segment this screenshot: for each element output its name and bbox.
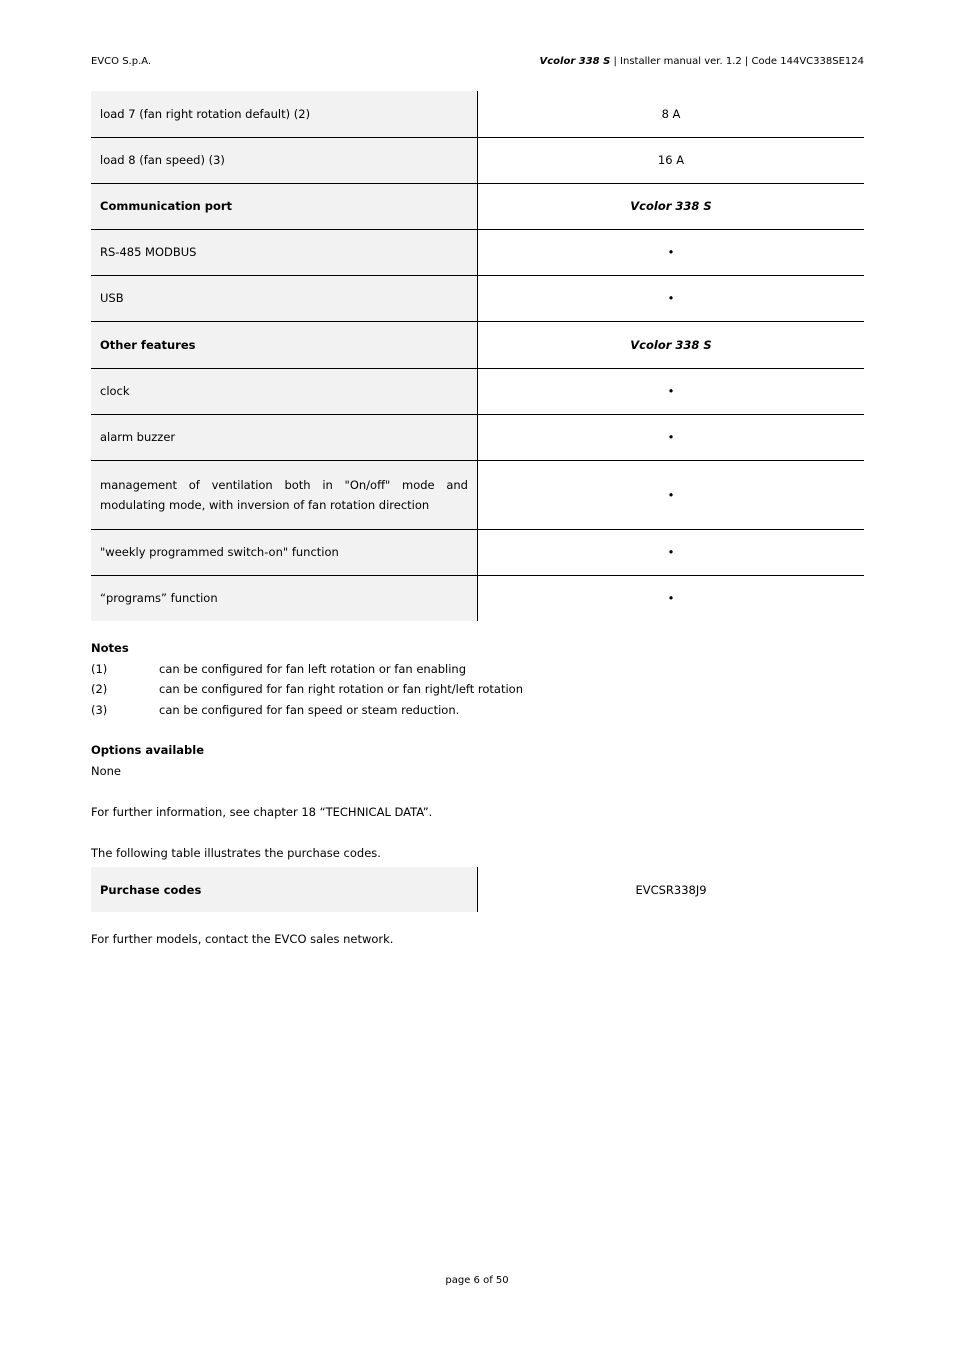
note-text: can be configured for fan left rotation or fan enabling <box>159 661 467 676</box>
further-info-text: For further information, see chapter 18 “TECHNICAL DATA”. <box>91 805 433 820</box>
table-row <box>91 368 864 414</box>
section-product: Vcolor 338 S <box>630 337 712 352</box>
row-value: • <box>667 591 675 606</box>
notes-section <box>91 638 523 720</box>
table-row <box>91 460 864 529</box>
row-label: “programs” function <box>91 575 478 621</box>
section-header-row <box>91 321 864 368</box>
note-number: (3) <box>91 702 108 717</box>
options-section <box>91 740 204 781</box>
row-value: 16 A <box>657 153 685 167</box>
row-value: • <box>667 545 675 559</box>
row-label: clock <box>91 368 478 414</box>
purchase-intro-text: The following table illustrates the purchase codes. <box>91 846 381 861</box>
row-value: • <box>667 487 675 502</box>
options-title: Options available <box>91 743 205 758</box>
row-label: "weekly programmed switch-on" function <box>91 529 478 575</box>
purchase-label: Purchase codes <box>91 867 478 912</box>
note-item <box>91 700 523 721</box>
table-row <box>91 575 864 621</box>
note-text: can be configured for fan speed or steam reduction. <box>159 702 460 717</box>
row-value: 8 A <box>661 106 681 121</box>
table-row <box>91 867 864 912</box>
note-number: (2) <box>91 682 108 697</box>
row-value: • <box>667 291 675 305</box>
notes-title: Notes <box>91 641 129 656</box>
note-text: can be configured for fan right rotation or fan right/left rotation <box>159 682 523 697</box>
table-row <box>91 529 864 575</box>
table-row <box>91 137 864 183</box>
document-header <box>540 56 865 67</box>
company-name: EVCO S.p.A. <box>91 56 152 67</box>
purchase-code: EVCSR338J9 <box>635 882 707 897</box>
page-number: page 6 of 50 <box>445 1275 509 1286</box>
note-item <box>91 679 523 700</box>
table-row <box>91 91 864 137</box>
note-item <box>91 659 523 680</box>
row-label: RS-485 MODBUS <box>91 229 478 275</box>
purchase-codes-table <box>91 867 864 912</box>
table-row <box>91 414 864 460</box>
table-row <box>91 229 864 275</box>
manual-info: | Installer manual ver. 1.2 | Code 144VC338SE124 <box>610 56 864 67</box>
section-product: Vcolor 338 S <box>630 199 712 213</box>
row-label: load 7 (fan right rotation default) (2) <box>91 91 478 137</box>
section-label: Other features <box>91 321 478 368</box>
row-value: • <box>667 430 675 444</box>
row-label: USB <box>91 275 478 321</box>
product-name: Vcolor 338 S <box>539 56 611 67</box>
further-models-text: For further models, contact the EVCO sales network. <box>91 932 394 947</box>
options-value: None <box>91 763 122 778</box>
row-label: alarm buzzer <box>91 414 478 460</box>
section-label: Communication port <box>91 183 478 229</box>
spec-table <box>91 91 864 621</box>
section-header-row <box>91 183 864 229</box>
table-row <box>91 275 864 321</box>
row-value: • <box>667 384 675 398</box>
row-label: management of ventilation both in "On/off" mode and modulating mode, with inversion of fan rotation direction <box>91 460 478 529</box>
row-value: • <box>667 245 675 259</box>
note-number: (1) <box>91 661 108 676</box>
row-label: load 8 (fan speed) (3) <box>91 137 478 183</box>
